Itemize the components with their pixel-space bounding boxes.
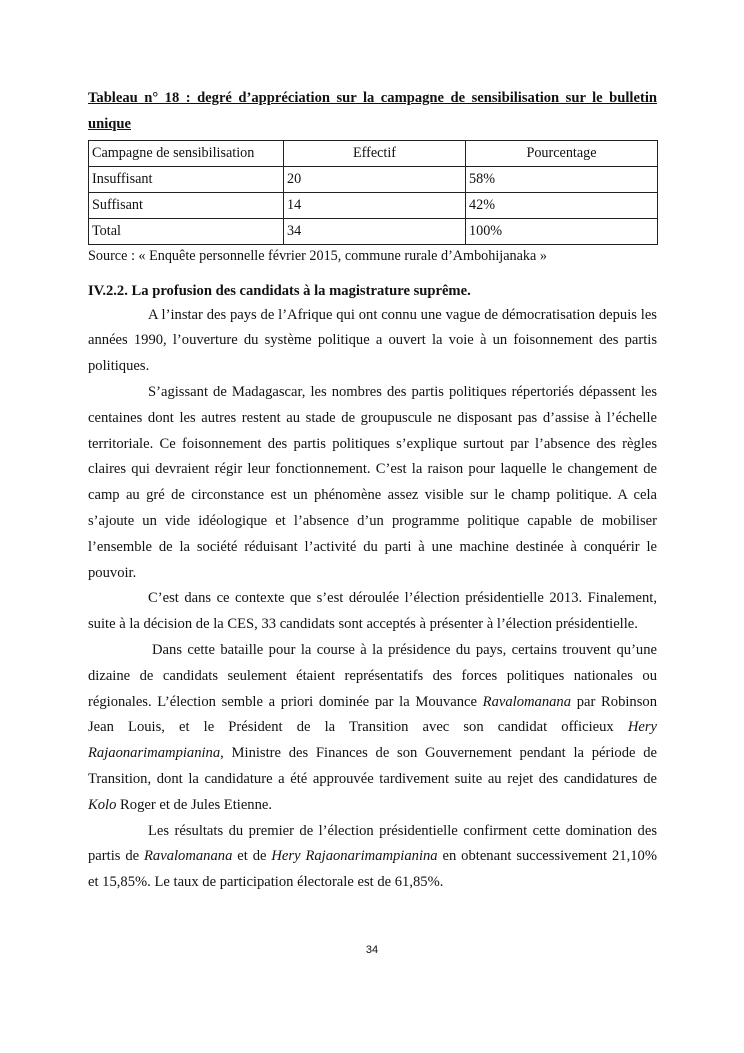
text-run: en obtenant successivement 21,10% et 15,85%. Le taux de participation électorale est de 61,85%. [88, 848, 657, 891]
table-row [89, 218, 658, 244]
table-cell: 58% [466, 166, 658, 192]
table-header-cell: Campagne de sensibilisation [89, 140, 284, 166]
section-heading: IV.2.2. La profusion des candidats à la magistrature suprême. [88, 282, 471, 299]
table-cell: Insuffisant [89, 166, 284, 192]
table-title-continued: unique [88, 115, 131, 132]
italic-name: Kolo [88, 796, 117, 813]
table-cell: 42% [466, 192, 658, 218]
table-cell: Total [89, 218, 284, 244]
italic-name: Ravalomanana [144, 848, 233, 865]
table-cell: 14 [284, 192, 466, 218]
table-source: Source : « Enquête personnelle février 2015, commune rurale d’Ambohijanaka » [88, 247, 547, 264]
table-header-cell: Pourcentage [466, 140, 658, 166]
paragraph: S’agissant de Madagascar, les nombres des partis politiques répertoriés dépassent les centaines dont les autres restent au stade de groupuscule ne disposant pas d’assise à l’échelle territoriale. Ce foisonnement des partis politiques s’explique surtout par l’absence des règles claires qui devraient régir leur fonctionnement. C’est la raison pour laquelle le changement de camp au gré de circonstance est un phénomène assez visible sur le champ politique. A cela s’ajoute un vide idéologique et l’absence d’un programme politique capable de mobiliser l’ensemble de la société réduisant l’activité du parti à une machine destinée à conquérir le pouvoir. [88, 383, 657, 581]
paragraph: A l’instar des pays de l’Afrique qui ont connu une vague de démocratisation depuis les années 1990, l’ouverture du système politique a ouvert la voie à un foisonnement des partis politiques. [88, 306, 657, 375]
italic-name: Hery Rajaonarimampianina [271, 848, 438, 865]
table-header-cell: Effectif [284, 140, 466, 166]
text-run: , Ministre des Finances de son Gouvernement pendant la période de Transition, dont la candidature a été approuvée tardivement suite au rejet des candidatures de [88, 745, 657, 787]
data-table [88, 140, 658, 245]
table-cell: 34 [284, 218, 466, 244]
document-page [88, 86, 657, 896]
table-row [89, 166, 658, 192]
table-header-row [89, 140, 658, 166]
paragraph [88, 638, 657, 819]
text-run: Dans cette bataille pour la course à la présidence du pays, certains trouvent qu’une dizaine de candidats seulement étaient représentatifs des forces politiques nationales ou régionales. L’élection semble a priori dominée par la Mouvance [88, 641, 657, 710]
paragraph: C’est dans ce contexte que s’est déroulée l’élection présidentielle 2013. Finalement, suite à la décision de la CES, 33 candidats sont acceptés à présenter à l’élection présidentielle. [88, 590, 657, 633]
table-cell: 20 [284, 166, 466, 192]
text-run: par Robinson Jean Louis, et le Président de la Transition avec son candidat officieux [88, 693, 657, 736]
text-run: Les résultats du premier de l’élection présidentielle confirment cette domination des partis de [88, 822, 657, 865]
table-cell: Suffisant [89, 192, 284, 218]
text-run: et de [232, 848, 272, 865]
table-cell: 100% [466, 218, 658, 244]
italic-name: Ravalomanana [482, 693, 572, 710]
paragraph [88, 819, 657, 896]
table-row [89, 192, 658, 218]
page-number: 34 [365, 944, 379, 956]
text-run: Roger et de Jules Etienne. [116, 796, 273, 813]
table-title: Tableau n° 18 : degré d’appréciation sur la campagne de sensibilisation sur le bulletin [88, 90, 657, 106]
italic-name: Hery Rajaonarimampianina [88, 719, 657, 762]
